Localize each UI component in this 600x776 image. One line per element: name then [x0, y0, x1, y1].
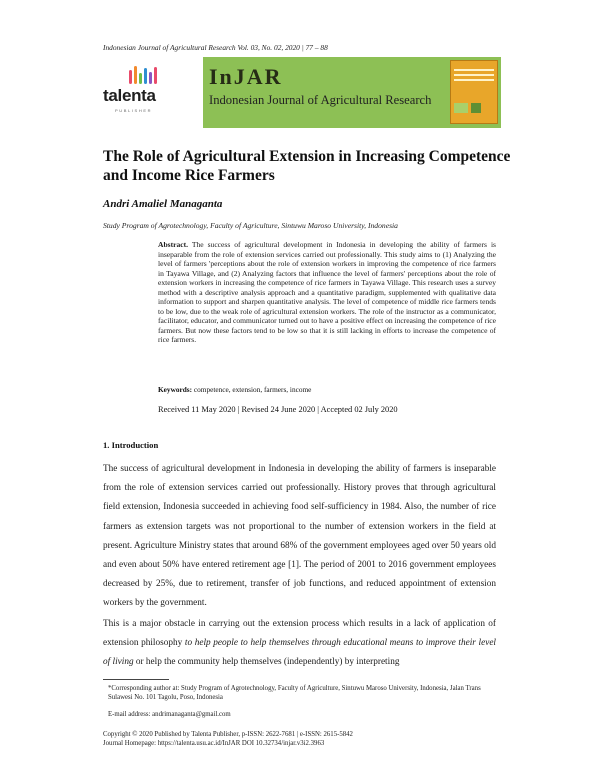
intro-paragraph-2: This is a major obstacle in carrying out the extension process which results in a lack of application of extension philosophy to help people to help themselves through educational means to improve their level of living or help the community help themselves (independently) by interpreting	[103, 619, 496, 668]
article-title: The Role of Agricultural Extension in Increasing Competence and Income Rice Farmers	[103, 148, 511, 184]
publisher-logo-sub: PUBLISHER	[115, 108, 153, 113]
abstract-text: The success of agricultural development in Indonesia in developing the ability of farmers is inseparable from the role of extension services carried out professionally. This study aims to (1) Analyzing the level of farmers 'perceptions about the role of extension workers in improving the competence of rice farmers in Tayawa Village, and (2) Analyzing factors that influence the level of farmers' perceptions about the role of extension workers in increasing the competence of rice farmers in Tayawa Village. This research uses a survey method with a descriptive analysis approach and a quantitative paradigm, supplemented with qualitative data information to support and sharpen quantitative analysis. The level of competence of middle rice farmers tends to be low, due to the weak role of agricultural extension workers. The role of the instructor as a communicator, facilitator, educator, and communicator turned out to have a positive effect on increasing the competence of rice farmers. But now these factors tend to be low so that it is still lacking in efforts to increase the competence of rice farmers.	[158, 240, 496, 344]
footnote-rule	[103, 679, 169, 680]
abstract	[158, 240, 496, 345]
copyright-line: Copyright © 2020 Published by Talenta Publisher, p-ISSN: 2622-7681 | e-ISSN: 2615-5842	[103, 731, 353, 738]
received-dates: Received 11 May 2020 | Revised 24 June 2020 | Accepted 02 July 2020	[158, 405, 398, 414]
section-heading: 1. Introduction	[103, 440, 159, 450]
author-affiliation: Study Program of Agrotechnology, Faculty of Agriculture, Sintuwu Maroso University, Indonesia	[103, 221, 398, 230]
journal-cover-thumbnail	[450, 60, 498, 124]
journal-name: Indonesian Journal of Agricultural Research	[209, 93, 432, 107]
journal-banner	[101, 57, 501, 128]
copyright-block	[103, 730, 503, 748]
keywords-label: Keywords:	[158, 385, 193, 394]
journal-homepage-line: Journal Homepage: https://talenta.usu.ac.id/InJAR DOI 10.32734/injar.v3i2.3963	[103, 740, 325, 747]
publisher-logo-wordmark: talenta	[103, 86, 156, 105]
corresponding-author-footnote: *Corresponding author at: Study Program of Agrotechnology, Faculty of Agriculture, Sintuwu Maroso University, Indonesia, Jalan Trans Sulawesi No. 101 Tagolu, Poso, Indonesia	[108, 685, 481, 701]
keywords-text: competence, extension, farmers, income	[193, 385, 312, 394]
journal-abbreviation: InJAR	[209, 64, 283, 89]
publisher-logo	[101, 57, 203, 128]
abstract-label: Abstract.	[158, 240, 188, 249]
running-header: Indonesian Journal of Agricultural Research Vol. 03, No. 02, 2020 | 77 – 88	[103, 43, 328, 52]
logo-bars-icon	[129, 66, 157, 84]
keywords	[158, 385, 496, 394]
article-author: Andri Amaliel Managanta	[103, 198, 223, 210]
author-email: E-mail address: andrimanaganta@gmail.com	[108, 711, 231, 718]
intro-paragraph-1: The success of agricultural development in Indonesia in developing the ability of farmers is inseparable from the role of extension services carried out professionally. History proves that through agricultural field extension, Indonesia succeeded in achieving food self-sufficiency in 1984. Also, the number of rice farmers as extension targets was not proportional to the number of extension workers in the field at present. Agriculture Ministry states that around 68% of the government employees aged over 50 years old and even about 50% have entered retirement age [1]. The period of 2001 to 2016 government employees decreased by 25%, due to retirement, transfer of job functions, and reduced appointment of extension workers by the government.	[103, 464, 496, 609]
